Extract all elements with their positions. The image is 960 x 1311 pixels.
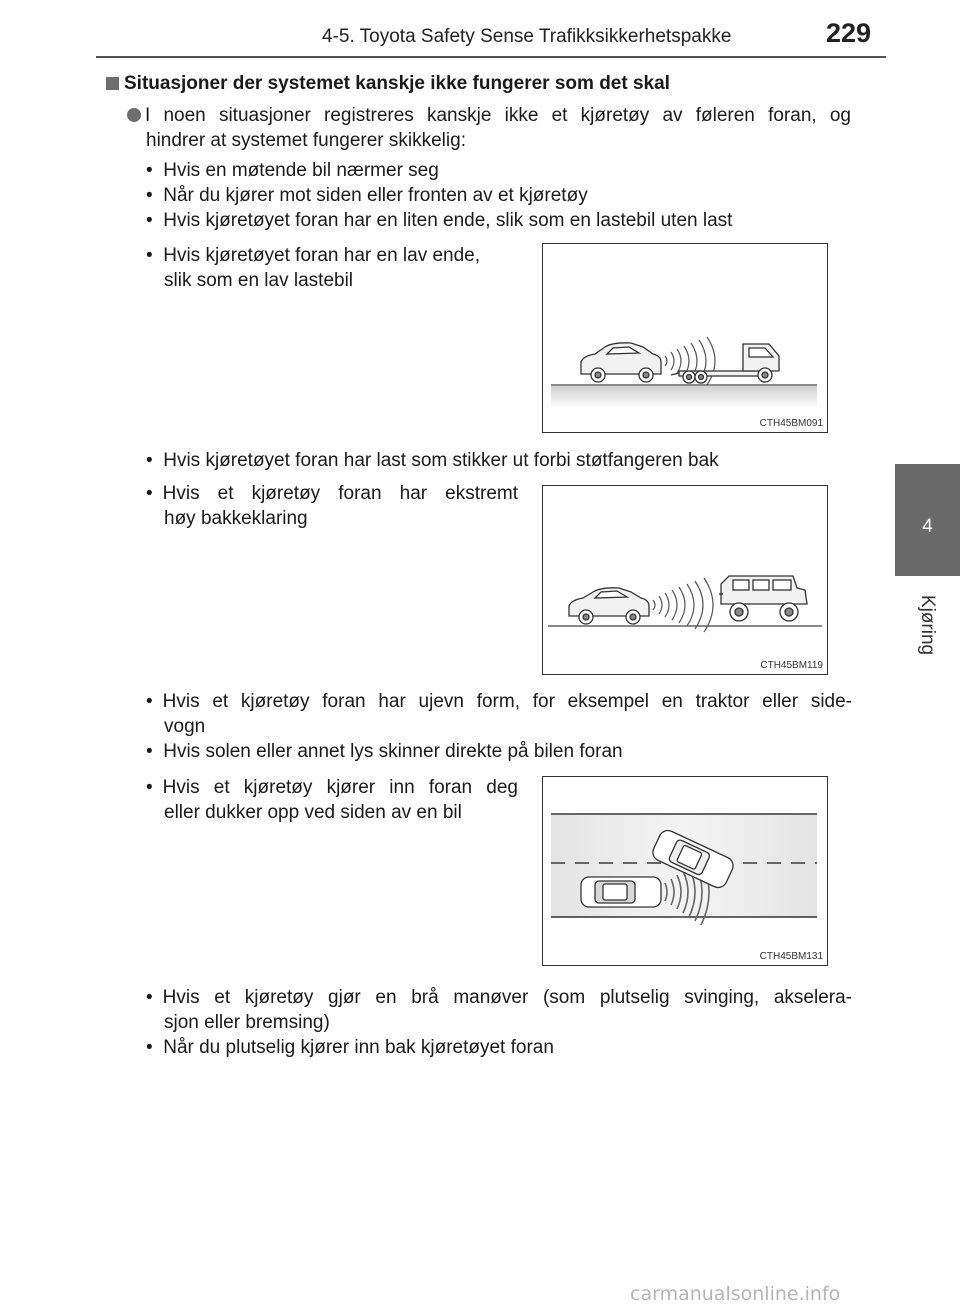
intro-paragraph-line2: hindrer at systemet fungerer skikkelig:	[146, 130, 466, 151]
chapter-label-container	[895, 580, 960, 670]
figure-high-clearance	[542, 485, 828, 675]
list-item-continuation: eller dukker opp ved siden av en bil	[164, 802, 462, 823]
list-item: • Hvis et kjøretøy gjør en brå manøver (som plutselig svinging, akselera-	[146, 987, 852, 1008]
chapter-tab	[895, 464, 960, 576]
list-item: • Hvis kjøretøyet foran har last som stikker ut forbi støtfangeren bak	[146, 450, 719, 471]
list-item-text: Hvis et kjøretøy foran har ujevn form, for eksempel en traktor eller side-	[162, 691, 852, 712]
list-item: • Når du plutselig kjører inn bak kjøretøyet foran	[146, 1037, 554, 1058]
list-item: • Hvis solen eller annet lys skinner direkte på bilen foran	[146, 741, 623, 762]
intro-paragraph-line1	[127, 103, 851, 128]
list-item-text: Hvis kjøretøyet foran har last som stikker ut forbi støtfangeren bak	[163, 450, 719, 471]
figure-code: CTH45BM119	[760, 660, 823, 671]
list-item-continuation: slik som en lav lastebil	[164, 270, 354, 291]
circle-bullet-icon	[127, 108, 141, 122]
list-item-text: Hvis kjøretøyet foran har en lav ende,	[163, 245, 481, 266]
list-item-text: Hvis solen eller annet lys skinner direkte på bilen foran	[163, 741, 623, 762]
figure-cut-in	[542, 776, 828, 966]
intro-line1-text: I noen situasjoner registreres kanskje ikke et kjøretøy av føleren foran, og	[145, 105, 851, 126]
section-heading-text: Situasjoner der systemet kanskje ikke fungerer som det skal	[124, 73, 670, 94]
list-item: • Hvis en møtende bil nærmer seg	[146, 160, 439, 181]
square-bullet-icon	[106, 77, 119, 90]
low-truck-illustration	[543, 244, 827, 432]
list-item: • Når du kjører mot siden eller fronten av et kjøretøy	[146, 185, 588, 206]
list-item-text: Når du plutselig kjører inn bak kjøretøyet foran	[163, 1037, 554, 1058]
chapter-label: Kjøring	[917, 594, 938, 656]
figure-code: CTH45BM091	[759, 418, 823, 429]
list-item-text: Hvis kjøretøyet foran har en liten ende, slik som en lastebil uten last	[163, 210, 733, 231]
list-item: • Hvis kjøretøyet foran har en lav ende,	[146, 245, 481, 266]
list-item: • Hvis et kjøretøy foran har ujevn form, for eksempel en traktor eller side-	[146, 691, 852, 712]
watermark: carmanualsonline.info	[630, 1283, 841, 1305]
list-item-continuation: sjon eller bremsing)	[164, 1012, 330, 1033]
header-section-title: 4-5. Toyota Safety Sense Trafikksikkerhetspakke	[322, 26, 732, 47]
section-heading	[106, 71, 670, 96]
list-item-text: Når du kjører mot siden eller fronten av et kjøretøy	[163, 185, 588, 206]
list-item-text: Hvis et kjøretøy gjør en brå manøver (som plutselig svinging, akselera-	[162, 987, 852, 1008]
list-item-text: Hvis et kjøretøy kjører inn foran deg	[162, 777, 518, 798]
chapter-number: 4	[922, 516, 933, 537]
list-item-continuation: vogn	[164, 716, 206, 737]
high-clearance-illustration	[543, 486, 827, 674]
cut-in-illustration	[543, 777, 827, 965]
list-item-text: Hvis en møtende bil nærmer seg	[163, 160, 439, 181]
figure-low-truck	[542, 243, 828, 433]
figure-code: CTH45BM131	[759, 951, 823, 962]
page-number: 229	[826, 18, 872, 48]
header-divider	[96, 56, 886, 58]
list-item: • Hvis kjøretøyet foran har en liten ende, slik som en lastebil uten last	[146, 210, 733, 231]
list-item: • Hvis et kjøretøy kjører inn foran deg	[146, 777, 518, 798]
list-item-text: Hvis et kjøretøy foran har ekstremt	[162, 483, 518, 504]
list-item-continuation: høy bakkeklaring	[164, 508, 308, 529]
list-item: • Hvis et kjøretøy foran har ekstremt	[146, 483, 518, 504]
